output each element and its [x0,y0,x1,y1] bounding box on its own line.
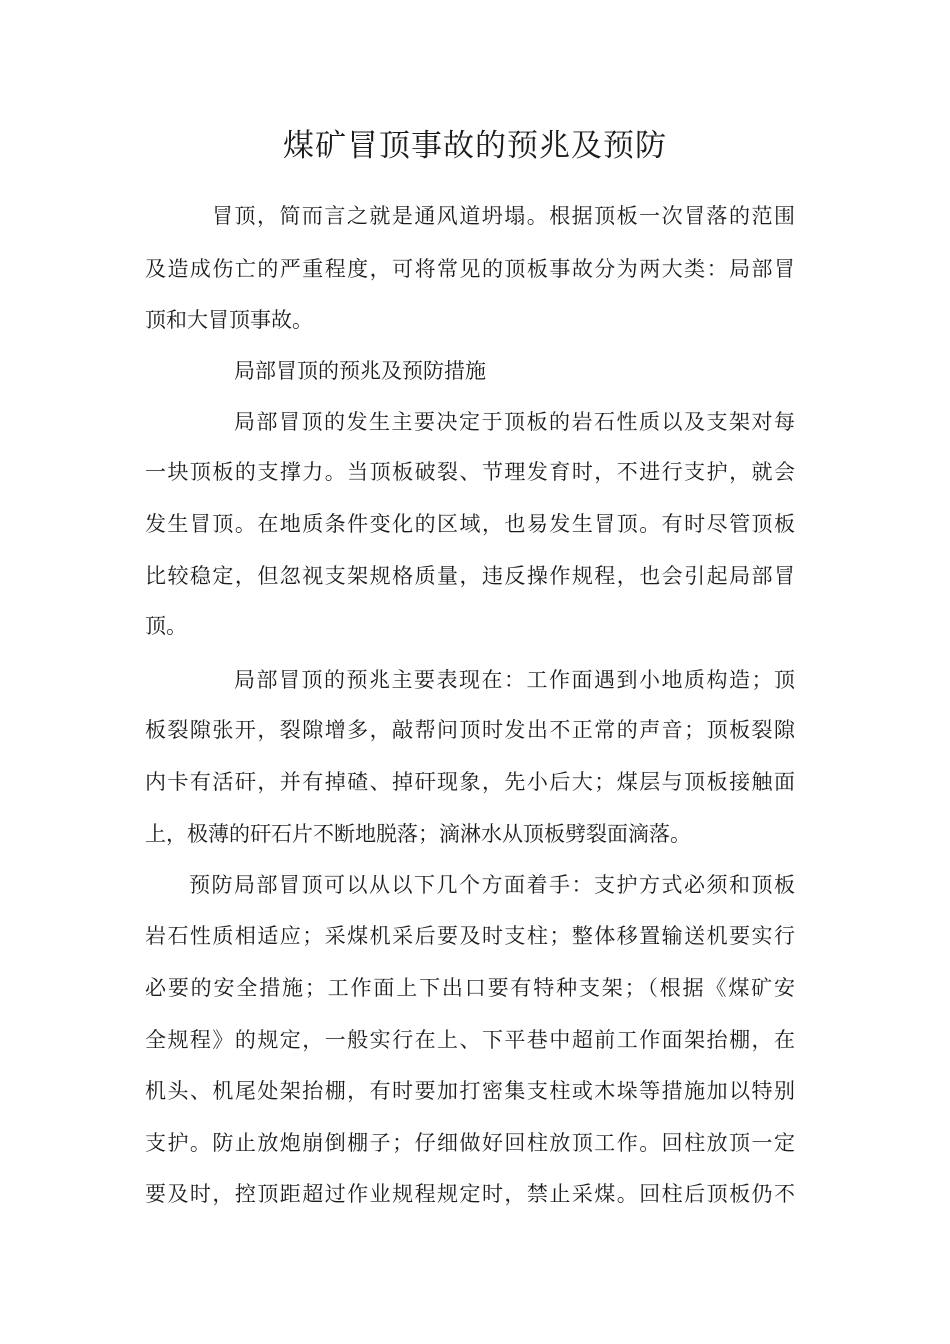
text-line: 全规程》的规定，一般实行在上、下平巷中超前工作面架抬棚，在 [145,1028,795,1052]
text-line: 顶。 [145,614,187,638]
page-title: 煤矿冒顶事故的预兆及预防 [283,128,667,164]
text-line: 局部冒顶的发生主要决定于顶板的岩石性质以及支架对每 [234,410,795,434]
text-line: 及造成伤亡的严重程度，可将常见的顶板事故分为两大类：局部冒 [145,257,795,281]
text-line: 必要的安全措施；工作面上下出口要有特种支架；（根据《煤矿安 [145,976,795,1000]
text-line: 预防局部冒顶可以从以下几个方面着手：支护方式必须和顶板 [189,873,795,897]
text-line: 局部冒顶的预兆主要表现在：工作面遇到小地质构造；顶 [234,668,795,692]
section-heading: 局部冒顶的预兆及预防措施 [234,359,486,383]
text-line: 上，极薄的矸石片不断地脱落；滴淋水从顶板劈裂面滴落。 [145,822,691,846]
text-line: 板裂隙张开，裂隙增多，敲帮问顶时发出不正常的声音；顶板裂隙 [145,718,795,742]
text-line: 一块顶板的支撑力。当顶板破裂、节理发育时，不进行支护，就会 [145,460,795,484]
text-line: 内卡有活矸，并有掉碴、掉矸现象，先小后大；煤层与顶板接触面 [145,770,795,794]
text-line: 支护。防止放炮崩倒棚子；仔细做好回柱放顶工作。回柱放顶一定 [145,1131,795,1155]
text-line: 顶和大冒顶事故。 [145,308,313,332]
text-line: 冒顶，简而言之就是通风道坍塌。根据顶板一次冒落的范围 [212,204,795,228]
text-line: 岩石性质相适应；采煤机采后要及时支柱；整体移置输送机要实行 [145,924,795,948]
text-line: 机头、机尾处架抬棚，有时要加打密集支柱或木垛等措施加以特别 [145,1079,795,1103]
text-line: 比较稳定，但忽视支架规格质量，违反操作规程，也会引起局部冒 [145,564,795,588]
text-line: 发生冒顶。在地质条件变化的区域，也易发生冒顶。有时尽管顶板 [145,512,795,536]
text-line: 要及时，控顶距超过作业规程规定时，禁止采煤。回柱后顶板仍不 [145,1182,795,1206]
